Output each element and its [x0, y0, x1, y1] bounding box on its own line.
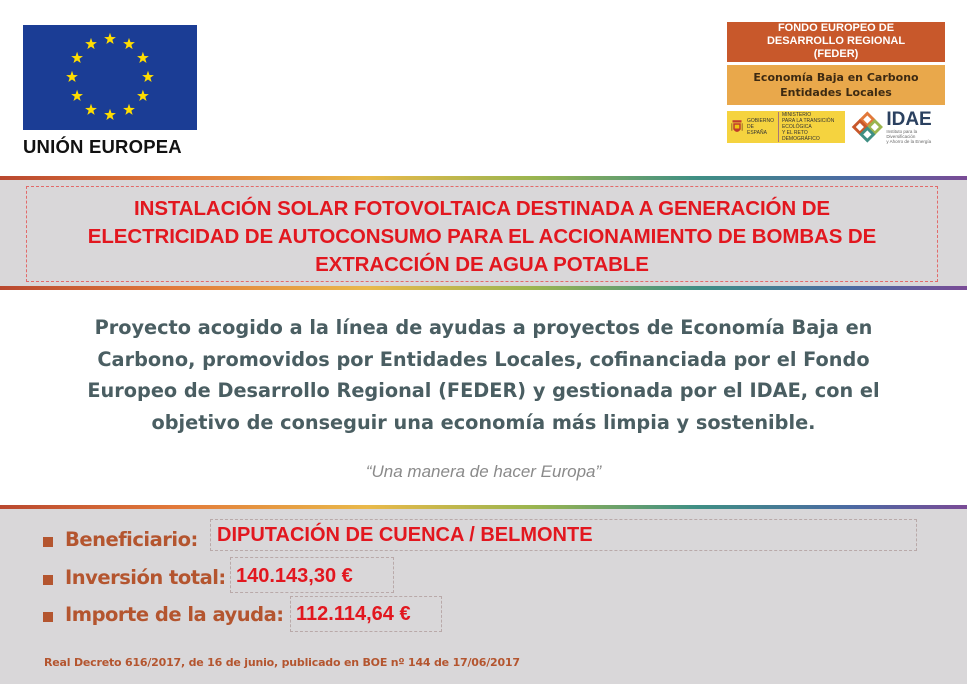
- gobierno-logo: [727, 111, 845, 143]
- gobierno-text-line: GOBIERNO: [747, 118, 774, 124]
- ministerio-text: [778, 112, 845, 142]
- feder-title-line: DESARROLLO REGIONAL: [766, 35, 906, 47]
- investment-label: Inversión total:: [65, 566, 226, 589]
- eu-label: UNIÓN EUROPEA: [23, 136, 182, 157]
- idae-subtitle-line: Instituto para la Diversificación: [886, 129, 918, 139]
- feder-logo-block: [727, 22, 945, 145]
- rainbow-divider: [0, 286, 967, 290]
- idae-logo: [851, 110, 945, 144]
- eu-motto: “Una manera de hacer Europa”: [365, 462, 602, 481]
- investment-row: [43, 566, 226, 589]
- bullet-square-icon: [43, 612, 53, 622]
- investment-value: 140.143,30 €: [236, 565, 353, 587]
- ministerio-text-line: Y EL RETO DEMOGRÁFICO: [781, 130, 820, 142]
- eu-star-icon: [85, 104, 97, 115]
- feder-title-line: (FEDER): [813, 48, 859, 60]
- description-line: objetivo de conseguir una economía más limpia y sostenible.: [151, 410, 816, 434]
- beneficiary-row: [43, 528, 198, 551]
- feder-title: [727, 22, 945, 62]
- description-line: Proyecto acogido a la línea de ayudas a proyectos de Economía Baja en: [94, 316, 873, 339]
- beneficiary-label: Beneficiario:: [65, 528, 198, 551]
- eu-flag: [23, 25, 197, 130]
- institution-logos: [727, 109, 945, 145]
- aid-label: Importe de la ayuda:: [65, 603, 284, 626]
- eu-star-icon: [104, 109, 116, 120]
- gobierno-text: [747, 118, 774, 136]
- bullet-square-icon: [43, 537, 53, 547]
- description-line: Europeo de Desarrollo Regional (FEDER) y gestionada por el IDAE, con el: [87, 379, 880, 402]
- eu-star-icon: [71, 52, 83, 63]
- eu-star-icon: [71, 90, 83, 101]
- idae-subtitle-line: y Ahorro de la Energía: [886, 139, 932, 144]
- gobierno-text-line: DE ESPAÑA: [747, 124, 767, 136]
- aid-value: 112.114,64 €: [296, 603, 411, 625]
- eu-star-icon: [123, 38, 135, 49]
- ministerio-text-line: MINISTERIO: [781, 112, 812, 118]
- legal-footer: Real Decreto 616/2017, de 16 de junio, publicado en BOE nº 144 de 17/06/2017: [44, 656, 520, 669]
- eu-star-icon: [137, 90, 149, 101]
- idae-diamond-icon: [851, 110, 884, 144]
- description-line: Carbono, promovidos por Entidades Locales, cofinanciada por el Fondo: [97, 347, 870, 371]
- bullet-square-icon: [43, 575, 53, 585]
- spain-shield-icon: [731, 116, 743, 138]
- feder-subtitle-line: Entidades Locales: [780, 86, 892, 99]
- eu-star-icon: [104, 33, 116, 44]
- eu-star-icon: [137, 52, 149, 63]
- project-title-line: INSTALACIÓN SOLAR FOTOVOLTAICA DESTINADA A GENERACIÓN DE: [134, 197, 830, 220]
- project-title-line: ELECTRICIDAD DE AUTOCONSUMO PARA EL ACCIONAMIENTO DE BOMBAS DE: [87, 225, 877, 248]
- eu-star-icon: [142, 71, 154, 82]
- beneficiary-value: DIPUTACIÓN DE CUENCA / BELMONTE: [217, 524, 593, 546]
- project-description: [30, 312, 937, 438]
- eu-star-icon: [123, 104, 135, 115]
- idae-label: IDAE: [886, 109, 932, 130]
- eu-stars-icon: [23, 25, 197, 130]
- project-title-line: EXTRACCIÓN DE AGUA POTABLE: [315, 253, 649, 276]
- eu-star-icon: [85, 38, 97, 49]
- aid-row: [43, 603, 284, 626]
- feder-subtitle-line: Economía Baja en Carbono: [753, 71, 919, 84]
- feder-title-line: FONDO EUROPEO DE: [777, 22, 895, 34]
- ministerio-text-line: PARA LA TRANSICIÓN ECOLÓGICA: [781, 118, 835, 130]
- feder-subtitle: [727, 65, 945, 105]
- project-title: [26, 195, 938, 279]
- eu-star-icon: [66, 71, 78, 82]
